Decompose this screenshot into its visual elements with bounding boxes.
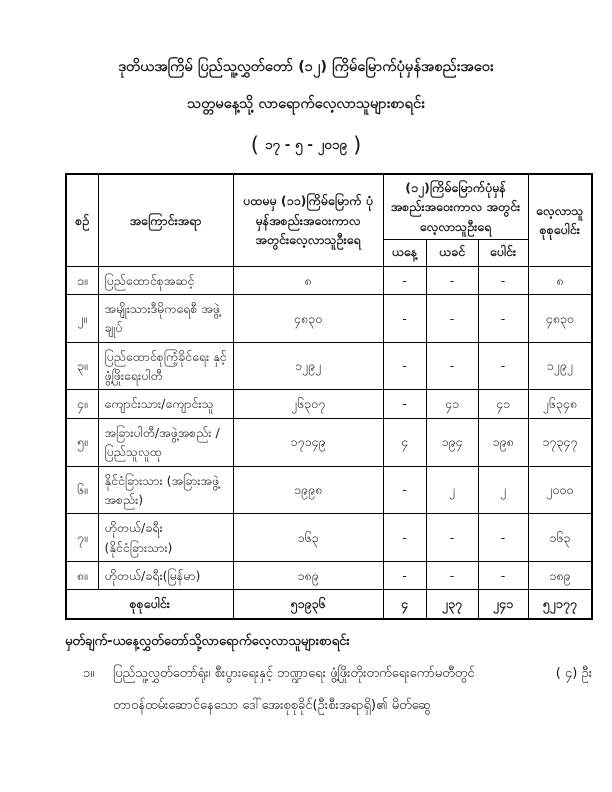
table-row — [66, 418, 592, 466]
cell-previous: ၂ — [426, 466, 478, 514]
cell-today: - — [383, 342, 426, 390]
cell-total: ၂၀၀၀ — [528, 466, 592, 514]
header-previous: ယခင် — [426, 240, 478, 266]
notes-heading: မှတ်ချက်-ယနေ့လွှတ်တော်သို့လာရောက်လေ့လာသူများစာရင်း — [65, 633, 350, 649]
note-count: ( ၄) ဦး — [555, 665, 592, 681]
cell-prev-sessions: ၈ — [233, 266, 383, 294]
page-title-line1: ဒုတိယအကြိမ် ပြည်သူ့လွှတ်တော် (၁၂) ကြိမ်မြောက်ပုံမှန်အစည်းအဝေး — [118, 59, 494, 75]
total-prev-sessions: ၅၁၉၃၆ — [233, 590, 383, 619]
note-text-line1: ပြည်သူ့လွှတ်တော်ရုံး၊ စီးပွားရေးနှင့် ဘဏ္ဍာရေး ဖွံ့ဖြိုးတိုးတက်ရေးကော်မတီတွင် — [113, 665, 475, 681]
cell-no: ၇။ — [66, 514, 98, 562]
cell-today: ၄ — [383, 418, 426, 466]
table-row — [66, 514, 592, 562]
cell-subtotal: ၄၁ — [478, 390, 528, 418]
notes-section — [65, 633, 592, 716]
total-today: ၄ — [383, 590, 426, 619]
cell-previous: - — [426, 294, 478, 342]
cell-subject: ဟိုတယ်/ခရီး (နိုင်ငံခြားသား) — [98, 514, 233, 562]
header-grand-total: လေ့လာသူ စုစုပေါင်း — [528, 174, 592, 266]
cell-subject: ပြည်ထောင်စုကြံ့ခိုင်ရေး နှင့်ဖွံ့ဖြိုးရေးပါတီ — [98, 342, 233, 390]
table-row — [66, 266, 592, 294]
cell-total: ၁၈၉ — [528, 562, 592, 590]
header-today: ယနေ့ — [383, 240, 426, 266]
report-date — [0, 133, 612, 157]
cell-prev-sessions: ၄၈၃၀ — [233, 294, 383, 342]
table-row — [66, 294, 592, 342]
cell-prev-sessions: ၁၇၁၄၉ — [233, 418, 383, 466]
cell-no: ၅။ — [66, 418, 98, 466]
note-text-line2: တာဝန်ထမ်းဆောင်နေသော ဒေါ်အေးစုစုခိုင်(ဦးစီးအရာရှိ)၏ မိတ်ဆွေ — [113, 698, 431, 714]
cell-today: - — [383, 562, 426, 590]
cell-previous: ၁၉၄ — [426, 418, 478, 466]
cell-subject: အခြားပါတီ/အဖွဲ့အစည်း / ပြည်သူလူထု — [98, 418, 233, 466]
date-value: ၁၇ - ၅ - ၂၀၁၉ — [264, 137, 348, 153]
cell-today: - — [383, 294, 426, 342]
table-body — [66, 266, 592, 590]
table-header — [66, 174, 592, 266]
cell-no: ၆။ — [66, 466, 98, 514]
page-title-line2: သတ္တမနေ့သို့ လာရောက်လေ့လာသူများစာရင်း — [187, 95, 425, 112]
cell-subject: နိုင်ငံခြားသား (အခြားအဖွဲ့အစည်း) — [98, 466, 233, 514]
cell-subtotal: ၂ — [478, 466, 528, 514]
header-prev-sessions: ပထမမှ (၁၁)ကြိမ်မြောက် ပုံမှန်အစည်းအဝေးကာလ အတွင်းလေ့လာသူဦးရေ — [233, 174, 383, 266]
cell-prev-sessions: ၁၈၉ — [233, 562, 383, 590]
cell-prev-sessions: ၂၆၃၀၇ — [233, 390, 383, 418]
cell-previous: ၄၁ — [426, 390, 478, 418]
table-row — [66, 342, 592, 390]
table-footer — [66, 590, 592, 619]
cell-total: ၁၆၃ — [528, 514, 592, 562]
cell-no: ၃။ — [66, 342, 98, 390]
cell-prev-sessions: ၁၉၉၈ — [233, 466, 383, 514]
cell-subtotal: - — [478, 294, 528, 342]
cell-total: ၂၆၃၄၈ — [528, 390, 592, 418]
cell-no: ၈။ — [66, 562, 98, 590]
cell-today: - — [383, 266, 426, 294]
total-row — [66, 590, 592, 619]
note-number: ၁။ — [83, 665, 95, 681]
cell-subject: ကျောင်းသား/ကျောင်းသူ — [98, 390, 233, 418]
cell-subtotal: - — [478, 514, 528, 562]
table-row — [66, 562, 592, 590]
cell-subtotal: - — [478, 342, 528, 390]
header-subtotal: ပေါင်း — [478, 240, 528, 266]
date-paren-open: ( — [250, 133, 259, 157]
cell-prev-sessions: ၁၂၉၂ — [233, 342, 383, 390]
cell-no: ၂။ — [66, 294, 98, 342]
table-row — [66, 466, 592, 514]
cell-today: - — [383, 514, 426, 562]
total-label: စုစုပေါင်း — [66, 590, 233, 619]
total-previous: ၂၃၇ — [426, 590, 478, 619]
cell-subtotal: ၁၉၈ — [478, 418, 528, 466]
cell-no: ၁။ — [66, 266, 98, 294]
cell-no: ၄။ — [66, 390, 98, 418]
cell-subject: ဟိုတယ်/ခရီး(မြန်မာ) — [98, 562, 233, 590]
title-block — [0, 0, 612, 157]
cell-subject: အမျိုးသားဒီမိုကရေစီ အဖွဲ့ချုပ် — [98, 294, 233, 342]
visitors-table-wrap — [65, 173, 592, 620]
cell-today: - — [383, 390, 426, 418]
cell-subject: ပြည်ထောင်စုအဆင့် — [98, 266, 233, 294]
cell-today: - — [383, 466, 426, 514]
cell-previous: - — [426, 266, 478, 294]
cell-total: ၈ — [528, 266, 592, 294]
table-row — [66, 390, 592, 418]
header-12th-session-group: (၁၂)ကြိမ်မြောက်ပုံမှန် အစည်းအဝေးကာလ အတွင်းလေ့လာသူဦးရေ — [383, 174, 528, 240]
total-subtotal: ၂၄၁ — [478, 590, 528, 619]
cell-prev-sessions: ၁၆၃ — [233, 514, 383, 562]
date-paren-close: ) — [353, 133, 362, 157]
header-no: စဉ် — [66, 174, 98, 266]
header-subject: အကြောင်းအရာ — [98, 174, 233, 266]
cell-total: ၄၈၃၀ — [528, 294, 592, 342]
note-item — [65, 665, 592, 683]
cell-total: ၁၇၃၄၇ — [528, 418, 592, 466]
cell-subtotal: - — [478, 562, 528, 590]
cell-total: ၁၂၉၂ — [528, 342, 592, 390]
cell-previous: - — [426, 342, 478, 390]
cell-previous: - — [426, 562, 478, 590]
cell-previous: - — [426, 514, 478, 562]
total-grand: ၅၂၁၇၇ — [528, 590, 592, 619]
visitors-table — [65, 173, 593, 620]
cell-subtotal: - — [478, 266, 528, 294]
